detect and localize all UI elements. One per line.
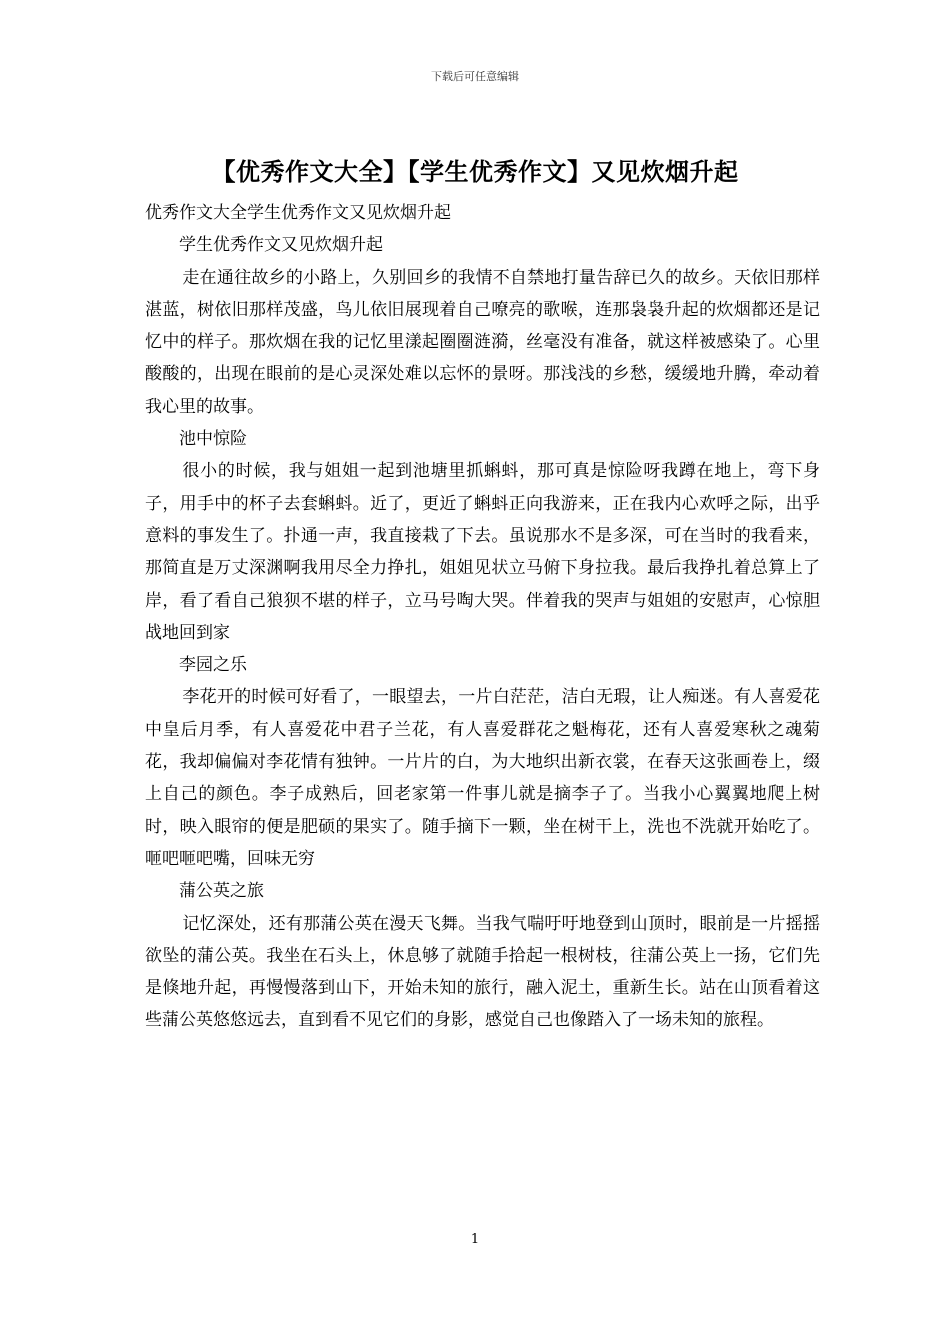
page-number: 1 <box>470 1232 480 1247</box>
section-paragraph-pond: 很小的时候，我与姐姐一起到池塘里抓蝌蚪，那可真是惊险呀我蹲在地上，弯下身子，用手中的杯子去套蝌蚪。近了，更近了蝌蚪正向我游来，正在我内心欢呼之际，出乎意料的事发生了。扑通一声，我直接栽了下去。虽说那水不是多深，可在当时的我看来，那简直是万丈深渊啊我用尽全力挣扎，姐姐见状立马俯下身拉我。最后我挣扎着总算上了岸，看了看自己狼狈不堪的样子，立马号啕大哭。伴着我的哭声与姐姐的安慰声，心惊胆战地回到家 <box>145 461 820 643</box>
intro-paragraph: 走在通往故乡的小路上，久别回乡的我情不自禁地打量告辞已久的故乡。天依旧那样湛蓝，树依旧那样茂盛，鸟儿依旧展现着自己嘹亮的歌喉，连那袅袅升起的炊烟都还是记忆中的样子。那炊烟在我的记忆里漾起圈圈涟漪，丝毫没有准备，就这样被感染了。心里酸酸的，出现在眼前的是心灵深处难以忘怀的景呀。那浅浅的乡愁，缓缓地升腾，牵动着我心里的故事。 <box>145 267 820 417</box>
header-note: 下载后可任意编辑 <box>431 70 519 83</box>
section-heading-pond: 池中惊险 <box>179 429 247 450</box>
subtitle-line: 优秀作文大全学生优秀作文又见炊烟升起 <box>145 203 451 223</box>
document-title: 【优秀作文大全】【学生优秀作文】又见炊烟升起 <box>211 157 739 186</box>
section-paragraph-plum-garden: 李花开的时候可好看了，一眼望去，一片白茫茫，洁白无瑕，让人痴迷。有人喜爱花中皇后月季，有人喜爱花中君子兰花，有人喜爱群花之魁梅花，还有人喜爱寒秋之魂菊花，我却偏偏对李花情有独钟。一片片的白，为大地织出新衣裳，在春天这张画卷上，缀上自己的颜色。李子成熟后，回老家第一件事儿就是摘李子了。当我小心翼翼地爬上树时，映入眼帘的便是肥硕的果实了。随手摘下一颗，坐在树干上，洗也不洗就开始吃了。咂吧咂吧嘴，回味无穷 <box>145 687 820 869</box>
section-paragraph-dandelion: 记忆深处，还有那蒲公英在漫天飞舞。当我气喘吁吁地登到山顶时，眼前是一片摇摇欲坠的蒲公英。我坐在石头上，休息够了就随手拾起一根树枝，往蒲公英上一扬，它们先是倏地升起，再慢慢落到山下，开始未知的旅行，融入泥土，重新生长。站在山顶看着这些蒲公英悠悠远去，直到看不见它们的身影，感觉自己也像踏入了一场未知的旅程。 <box>145 913 820 1031</box>
document-body <box>145 197 820 1037</box>
section-heading-dandelion: 蒲公英之旅 <box>179 881 264 902</box>
essay-title: 学生优秀作文又见炊烟升起 <box>179 235 383 256</box>
section-heading-plum-garden: 李园之乐 <box>179 655 247 676</box>
